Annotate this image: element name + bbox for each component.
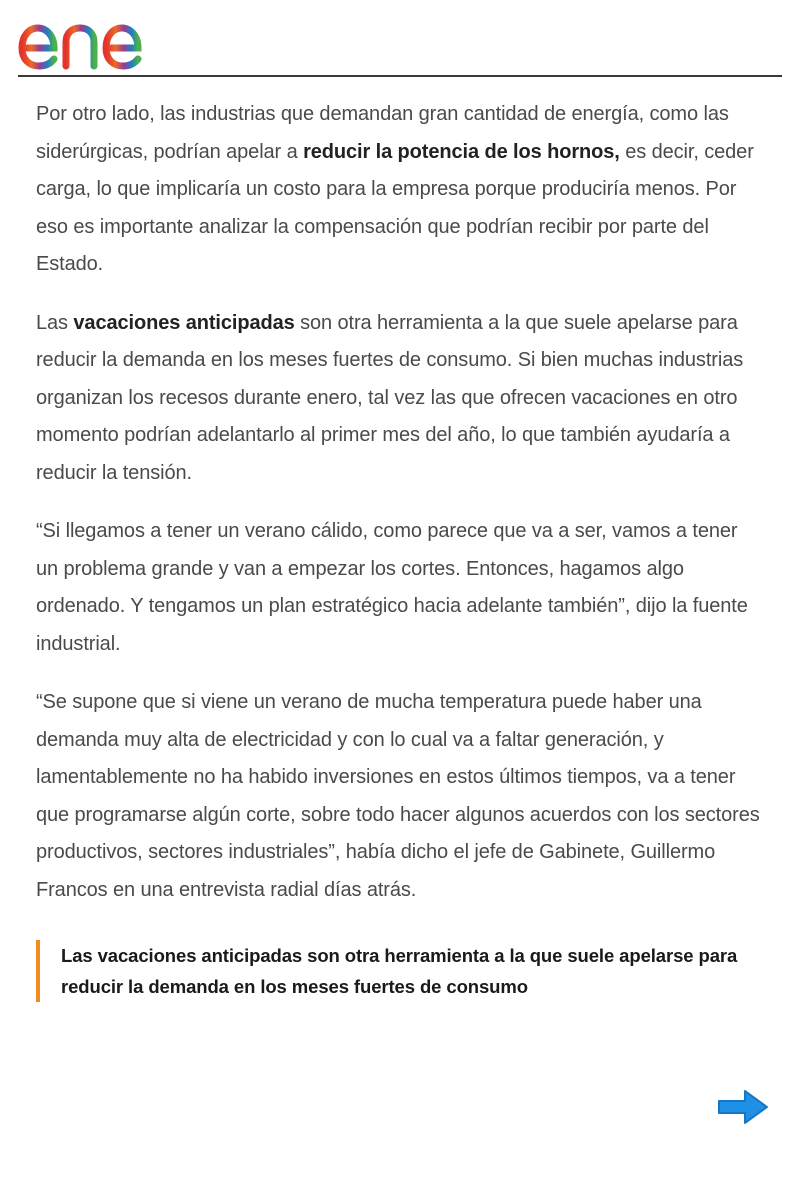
paragraph-text: es decir, ceder carga, lo que implicaría un costo para la empresa porque produciría menos. Por eso es importante analizar la compensación que podrían recibir por parte del Estado. — [36, 140, 754, 275]
next-button[interactable] — [716, 1088, 770, 1131]
paragraph-highlight: reducir la potencia de los hornos, — [303, 140, 620, 163]
paragraph-text: son otra herramienta a la que suele apelarse para reducir la demanda en los meses fuertes de consumo. Si bien muchas industrias organizan los recesos durante enero, tal vez las que ofrecen vacaciones en otro momento podrían adelantarlo al primer mes del año, lo que también ayudaría a reducir la tensión. — [36, 311, 744, 484]
paragraph-highlight: vacaciones anticipadas — [73, 311, 295, 334]
paragraph-text: Las — [36, 311, 74, 334]
enel-logo[interactable] — [18, 6, 178, 75]
paragraph-text: Por otro lado, las industrias que demandan gran cantidad de energía, como las siderúrgicas, podrían apelar a — [36, 103, 729, 163]
paragraph: “Si llegamos a tener un verano cálido, como parece que va a ser, vamos a tener un problema grande y van a empezar los cortes. Entonces, hagamos algo ordenado. Y tengamos un plan estratégico hacia adelante también”, dijo la fuente industrial. — [36, 520, 748, 655]
pull-quote — [36, 940, 751, 1002]
paragraph: “Se supone que si viene un verano de mucha temperatura puede haber una demanda muy alta de electricidad y con lo cual va a faltar generación, y lamentablemente no ha habido inversiones en estos últimos tiempos, va a tener que programarse algún corte, sobre todo hacer algunos acuerdos con los sectores productivos, sectores industriales”, había dicho el jefe de Gabinete, Guillermo Francos en una entrevista radial días atrás. — [36, 691, 760, 901]
article-body — [36, 96, 764, 1002]
arrow-right-icon — [716, 1088, 770, 1126]
pull-quote-text: Las vacaciones anticipadas son otra herramienta a la que suele apelarse para reducir la demanda en los meses fuertes de consumo — [61, 945, 738, 997]
paragraph — [36, 305, 764, 493]
enel-logo-graphic — [18, 6, 178, 70]
paragraph — [36, 96, 764, 284]
site-header — [18, 0, 782, 77]
